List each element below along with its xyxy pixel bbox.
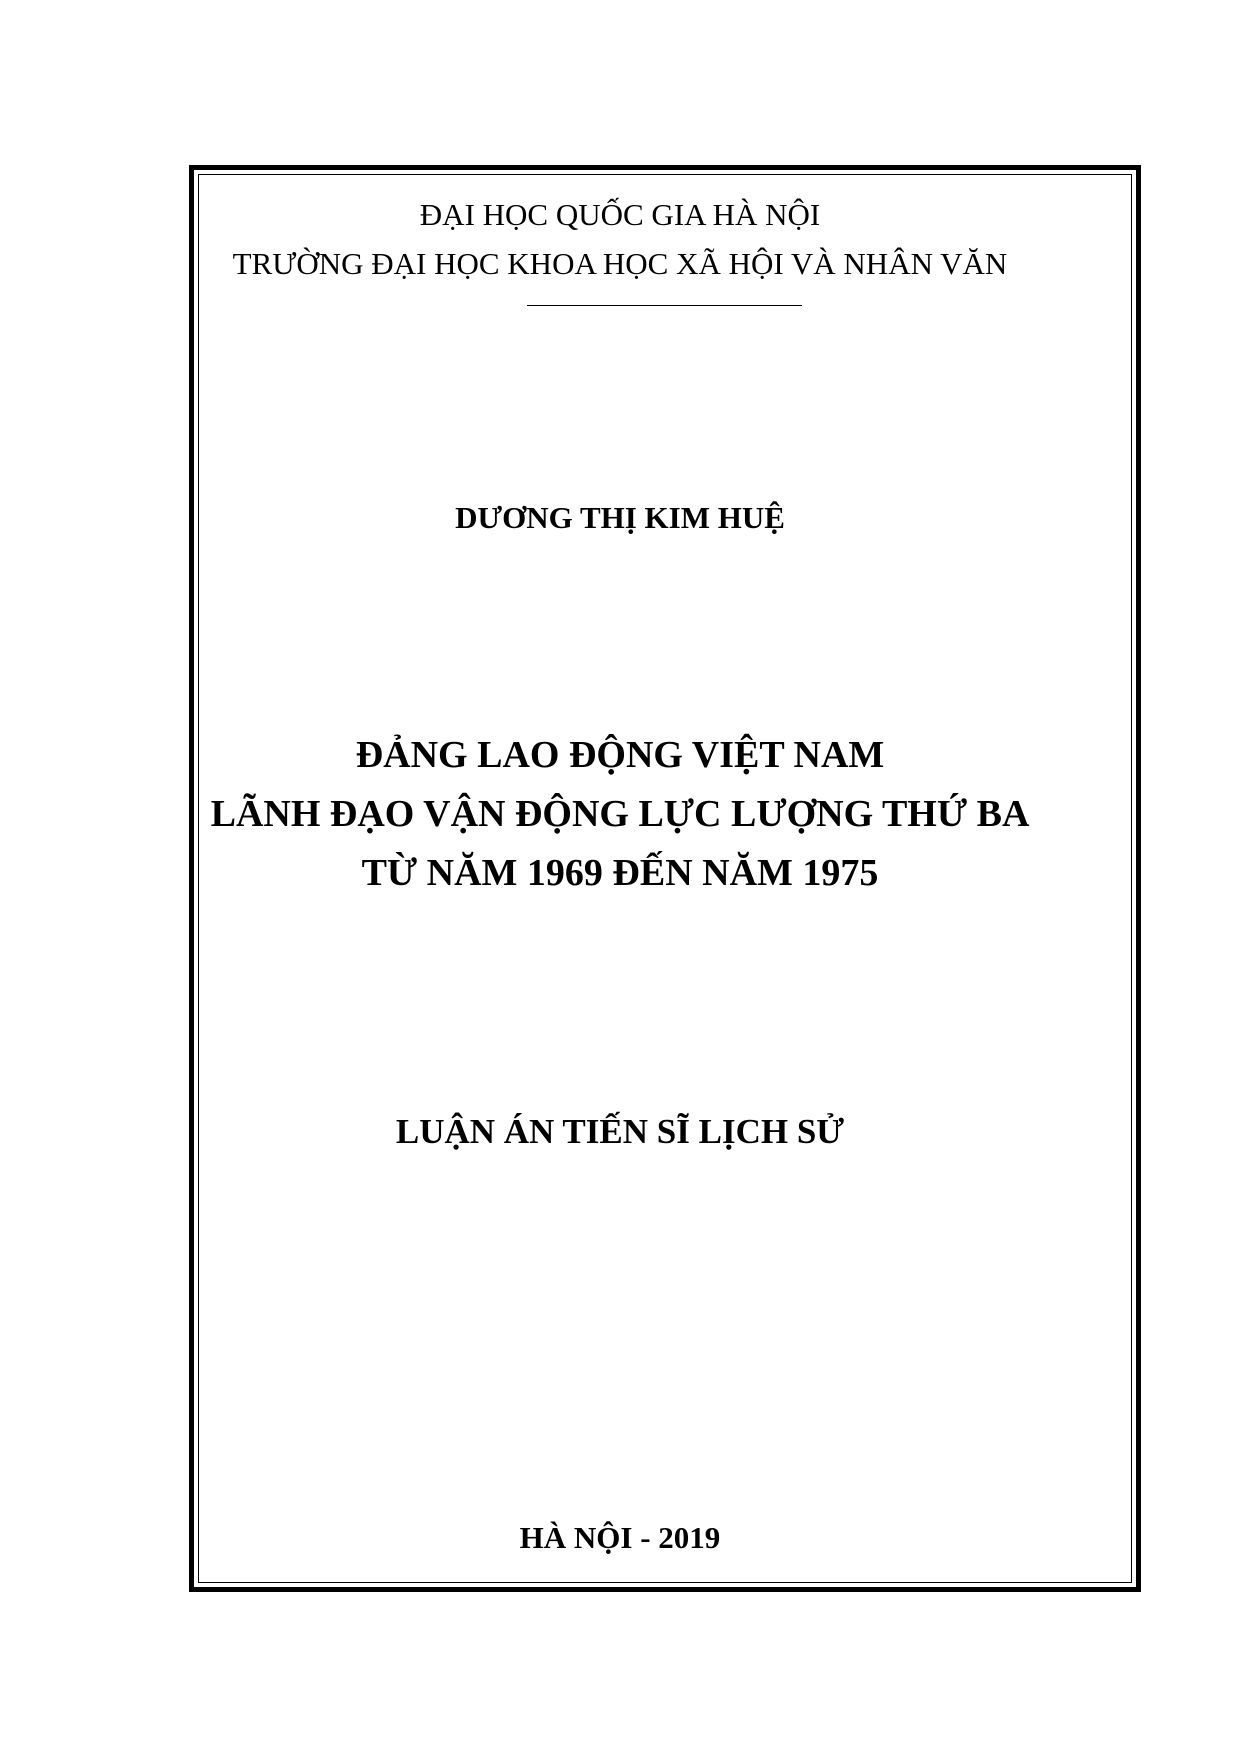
degree-type: LUẬN ÁN TIẾN SĨ LỊCH SỬ — [395, 1112, 845, 1151]
school-name: TRƯỜNG ĐẠI HỌC KHOA HỌC XÃ HỘI VÀ NHÂN VĂN — [232, 246, 1008, 281]
thesis-title-line-1: ĐẢNG LAO ĐỘNG VIỆT NAM — [355, 734, 885, 776]
place-and-year: HÀ NỘI - 2019 — [519, 1520, 721, 1555]
thesis-title-line-3: TỪ NĂM 1969 ĐẾN NĂM 1975 — [361, 852, 879, 894]
thesis-title-line-2: LÃNH ĐẠO VẬN ĐỘNG LỰC LƯỢNG THỨ BA — [210, 793, 1030, 835]
header-divider — [527, 305, 802, 306]
author-name: DƯƠNG THỊ KIM HUỆ — [455, 500, 785, 535]
university-name: ĐẠI HỌC QUỐC GIA HÀ NỘI — [419, 197, 821, 232]
